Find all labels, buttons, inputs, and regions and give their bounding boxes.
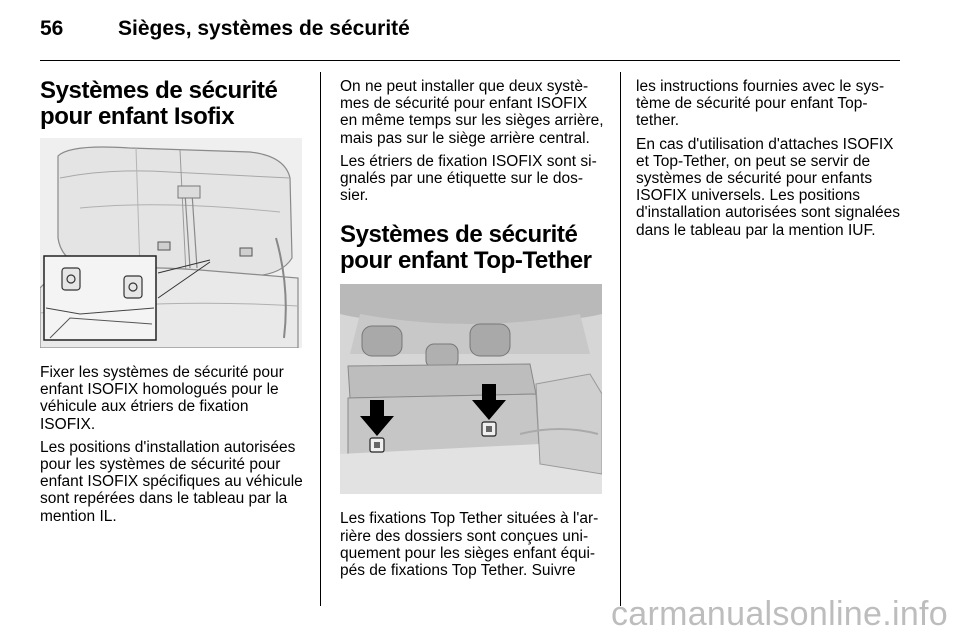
- isofix-paragraph-1: Fixer les systèmes de sécurité pour enfant ISOFIX homologués pour le véhicule aux étriers de fixation ISOFIX.: [40, 364, 284, 433]
- section-heading-isofix: Systèmes de sécurité pour enfant Isofix: [40, 77, 278, 130]
- column-divider-1: [320, 72, 321, 606]
- column-3: [636, 78, 902, 239]
- header-rule: [40, 60, 900, 61]
- top-tether-paragraph-1: Les fixations Top Tether situées à l'arrière des dossiers sont conçues uniquement pour les sièges enfant équipés de fixations Top Tether. Suivre: [340, 510, 599, 580]
- isofix-paragraph-3: On ne peut installer que deux systèmes de sécurité pour enfant ISOFIX en même temps sur les sièges arrière, mais pas sur le siège arrière central.: [340, 78, 604, 147]
- top-tether-paragraph-3: En cas d'utilisation d'attaches ISOFIX et Top-Tether, on peut se servir de systèmes de sécurité pour enfants ISOFIX universels. Les positions d'installation autorisées sont signalées dans le tableau par la mention IUF.: [636, 135, 901, 239]
- top-tether-trunk-photo-icon: [340, 284, 602, 494]
- isofix-seat-figure: [40, 138, 302, 348]
- column-2: [340, 78, 606, 579]
- top-tether-paragraph-2: les instructions fournies avec le système de sécurité pour enfant Top-tether.: [636, 78, 885, 130]
- isofix-paragraph-2: Les positions d'installation autorisées pour les systèmes de sécurité pour enfant ISOFIX spécifiques au véhicule sont repérées dans le tableau par la mention IL.: [40, 438, 303, 525]
- top-tether-figure: [340, 284, 602, 494]
- column-divider-2: [620, 72, 621, 606]
- chapter-title: Sièges, systèmes de sécurité: [118, 17, 410, 40]
- section-heading-top-tether: Systèmes de sécurité pour enfant Top-Tether: [340, 221, 592, 275]
- isofix-paragraph-4: Les étriers de fixation ISOFIX sont signalés par une étiquette sur le dossier.: [340, 152, 597, 205]
- watermark: carmanualsonline.info: [610, 595, 948, 633]
- column-1: [40, 78, 306, 525]
- isofix-rear-seat-illustration-icon: [40, 138, 302, 348]
- page-number: 56: [40, 17, 64, 40]
